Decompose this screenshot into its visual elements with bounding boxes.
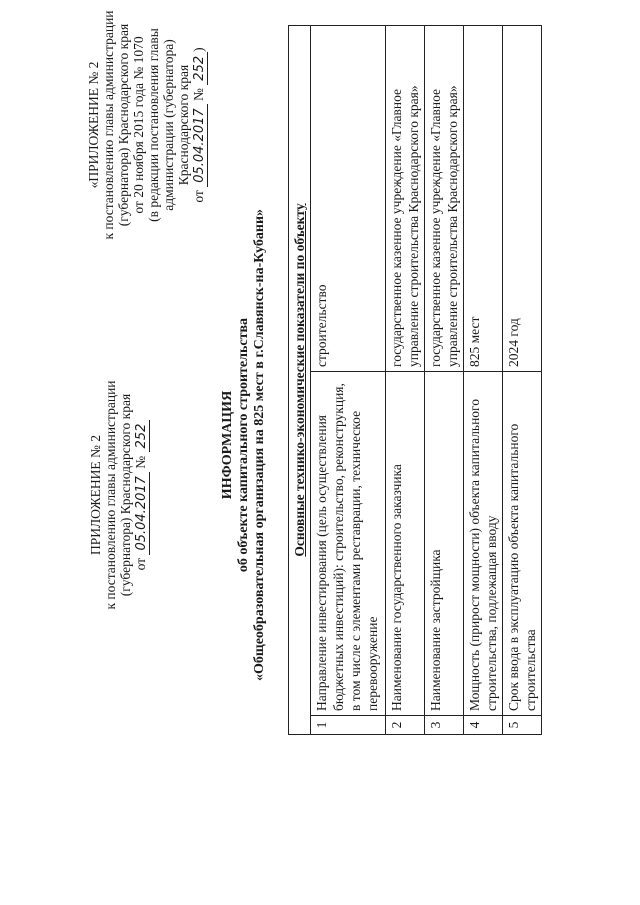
table-row (311, 26, 386, 735)
row-number: 4 (464, 716, 503, 735)
appendix-left-line1: к постановлению главы администрации (103, 380, 118, 610)
row-number: 1 (311, 716, 386, 735)
table-row (503, 26, 542, 735)
row-value: строительство (311, 26, 386, 372)
row-name: Срок ввода в эксплуатацию объекта капитального строительства (503, 372, 542, 716)
handwritten-number: 252 (134, 420, 150, 453)
row-name: Наименование застройщика (425, 372, 464, 716)
appendix-right-line5: администрации (губернатора) (161, 39, 176, 211)
handwritten-date: 05.04.2017 (134, 472, 150, 554)
row-name: Наименование государственного заказчика (386, 372, 425, 716)
handwritten-date: 05.04.2017 (192, 104, 208, 186)
row-value: государственное казенное учреждение «Главное управление строительства Краснодарского края» (386, 26, 425, 372)
document-subtitle: об объекте капитального строительства (236, 317, 251, 573)
row-number: 5 (503, 716, 542, 735)
handwritten-number: 252 (192, 52, 208, 85)
appendix-left-line2: (губернатора) Краснодарского края (118, 393, 133, 597)
table-header: Основные технико-экономические показатели по объекту (289, 26, 311, 735)
row-value: 825 мест (464, 26, 503, 372)
row-number: 3 (425, 716, 464, 735)
row-value: 2024 год (503, 26, 542, 372)
document-heading (220, 155, 268, 735)
appendix-left-date-line: от 05.04.2017 № 252 (133, 335, 150, 655)
row-name: Мощность (прирост мощности) объекта капитального строительства, подлежащая вводу (464, 372, 503, 716)
row-value: государственное казенное учреждение «Главное управление строительства Краснодарского края» (425, 26, 464, 372)
row-number: 2 (386, 716, 425, 735)
appendix-right (86, 5, 208, 245)
appendix-left-title: ПРИЛОЖЕНИЕ № 2 (88, 434, 103, 556)
appendix-left (88, 335, 150, 655)
table-row (425, 26, 464, 735)
table-row (464, 26, 503, 735)
appendix-right-line3: от 20 ноября 2015 года № 1070 (131, 36, 146, 214)
indicators-table (288, 25, 542, 735)
table-header-row (289, 26, 311, 735)
appendix-right-date-line: от 05.04.2017 № 252) (191, 47, 207, 203)
appendix-right-title: «ПРИЛОЖЕНИЕ № 2 (86, 61, 101, 189)
appendix-right-line1: к постановлению главы администрации (101, 10, 116, 240)
appendix-right-line6: Краснодарского края (176, 64, 191, 186)
appendix-right-line4: (в редакции постановления главы (146, 28, 161, 222)
document-title: ИНФОРМАЦИЯ (220, 390, 235, 500)
object-name: «Общеобразовательная организация на 825 мест в г.Славянск-на-Кубани» (252, 208, 267, 682)
table-row (386, 26, 425, 735)
appendix-right-line2: (губернатора) Краснодарского края (116, 23, 131, 227)
row-name: Направление инвестирования (цель осуществления бюджетных инвестиций): строительство, реконструкция, в том числе с элементами реставрации, техническое перевооружение (311, 372, 386, 716)
